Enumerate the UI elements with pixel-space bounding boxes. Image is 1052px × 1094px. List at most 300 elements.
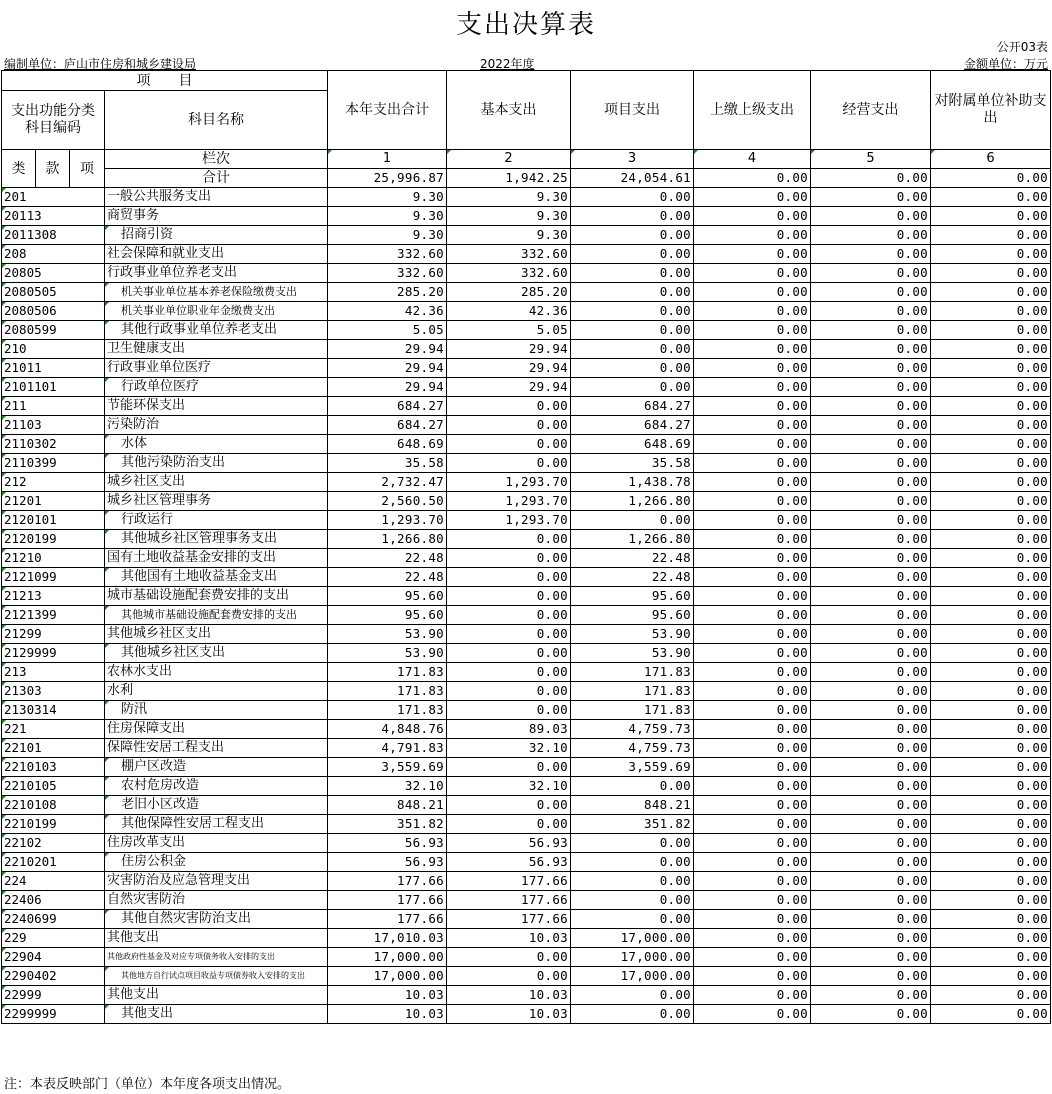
- amount-cell: 0.00: [931, 568, 1051, 587]
- function-code: 2210201: [2, 853, 105, 872]
- function-code: 2080599: [2, 321, 105, 340]
- subject-name: 城乡社区管理事务: [105, 492, 328, 511]
- function-code: 2210108: [2, 796, 105, 815]
- table-row: [2, 834, 1051, 853]
- table-row: [2, 188, 1051, 207]
- amount-cell: 0.00: [931, 454, 1051, 473]
- amount-cell: 332.60: [328, 245, 447, 264]
- amount-cell: 0.00: [811, 340, 931, 359]
- function-code: 2011308: [2, 226, 105, 245]
- amount-cell: 53.90: [571, 644, 694, 663]
- function-code: 210: [2, 340, 105, 359]
- table-row: [2, 568, 1051, 587]
- amount-cell: 848.21: [328, 796, 447, 815]
- amount-cell: 0.00: [811, 929, 931, 948]
- table-row: [2, 777, 1051, 796]
- amount-cell: 0.00: [694, 777, 811, 796]
- total-label: 合计: [105, 169, 328, 188]
- table-row: [2, 739, 1051, 758]
- amount-cell: 0.00: [694, 891, 811, 910]
- amount-cell: 0.00: [931, 682, 1051, 701]
- amount-cell: 53.90: [571, 625, 694, 644]
- amount-cell: 177.66: [447, 910, 571, 929]
- expenditure-table: [1, 70, 1051, 1024]
- amount-cell: 0.00: [571, 340, 694, 359]
- amount-cell: 0.00: [931, 872, 1051, 891]
- table-row: [2, 663, 1051, 682]
- amount-cell: 0.00: [447, 663, 571, 682]
- function-code: 20805: [2, 264, 105, 283]
- amount-cell: 0.00: [694, 625, 811, 644]
- amount-cell: 9.30: [447, 207, 571, 226]
- function-code: 2210105: [2, 777, 105, 796]
- table-row: [2, 264, 1051, 283]
- col-header-total: 本年支出合计: [328, 71, 447, 150]
- amount-cell: 0.00: [931, 511, 1051, 530]
- subject-name: 行政运行: [105, 511, 328, 530]
- amount-cell: 0.00: [931, 625, 1051, 644]
- total-value: 0.00: [931, 169, 1051, 188]
- table-row: [2, 587, 1051, 606]
- subject-name: 行政事业单位养老支出: [105, 264, 328, 283]
- table-row: [2, 891, 1051, 910]
- footnote: 注：本表反映部门（单位）本年度各项支出情况。: [4, 1077, 291, 1092]
- table-row: [2, 720, 1051, 739]
- function-code: 2121399: [2, 606, 105, 625]
- amount-cell: 171.83: [328, 682, 447, 701]
- amount-cell: 0.00: [694, 511, 811, 530]
- amount-cell: 0.00: [811, 834, 931, 853]
- subject-name: 招商引资: [105, 226, 328, 245]
- amount-cell: 2,560.50: [328, 492, 447, 511]
- amount-cell: 95.60: [328, 606, 447, 625]
- amount-cell: 351.82: [328, 815, 447, 834]
- amount-cell: 3,559.69: [571, 758, 694, 777]
- amount-cell: 0.00: [694, 663, 811, 682]
- subject-name: 其他政府性基金及对应专项债务收入安排的支出: [105, 948, 328, 967]
- amount-cell: 0.00: [694, 340, 811, 359]
- col-header-basic: 基本支出: [447, 71, 571, 150]
- amount-cell: 0.00: [694, 815, 811, 834]
- function-code: 2121099: [2, 568, 105, 587]
- amount-cell: 56.93: [447, 853, 571, 872]
- total-value: 24,054.61: [571, 169, 694, 188]
- subject-name: 住房公积金: [105, 853, 328, 872]
- amount-cell: 0.00: [694, 834, 811, 853]
- amount-cell: 10.03: [447, 986, 571, 1005]
- function-code: 21299: [2, 625, 105, 644]
- amount-cell: 0.00: [811, 568, 931, 587]
- amount-cell: 0.00: [447, 682, 571, 701]
- amount-cell: 0.00: [694, 967, 811, 986]
- amount-cell: 0.00: [811, 777, 931, 796]
- subject-name: 其他支出: [105, 1005, 328, 1024]
- function-code: 22999: [2, 986, 105, 1005]
- amount-cell: 0.00: [811, 473, 931, 492]
- function-code: 22102: [2, 834, 105, 853]
- function-code: 229: [2, 929, 105, 948]
- amount-cell: 9.30: [447, 226, 571, 245]
- amount-cell: 95.60: [328, 587, 447, 606]
- amount-cell: 0.00: [931, 739, 1051, 758]
- amount-cell: 0.00: [931, 777, 1051, 796]
- amount-cell: 0.00: [931, 416, 1051, 435]
- subject-name: 国有土地收益基金安排的支出: [105, 549, 328, 568]
- amount-cell: 0.00: [811, 625, 931, 644]
- subject-name: 其他支出: [105, 986, 328, 1005]
- subject-name: 其他保障性安居工程支出: [105, 815, 328, 834]
- function-code: 21011: [2, 359, 105, 378]
- amount-cell: 0.00: [447, 530, 571, 549]
- amount-cell: 0.00: [694, 606, 811, 625]
- amount-cell: 0.00: [571, 872, 694, 891]
- amount-cell: 0.00: [931, 549, 1051, 568]
- table-row: [2, 416, 1051, 435]
- table-row: [2, 644, 1051, 663]
- amount-cell: 0.00: [811, 416, 931, 435]
- kuan-header: 款: [36, 150, 70, 188]
- amount-cell: 0.00: [811, 796, 931, 815]
- amount-cell: 95.60: [571, 606, 694, 625]
- function-code: 2240699: [2, 910, 105, 929]
- amount-cell: 0.00: [571, 245, 694, 264]
- amount-cell: 0.00: [811, 872, 931, 891]
- amount-cell: 0.00: [931, 891, 1051, 910]
- amount-cell: 0.00: [931, 644, 1051, 663]
- amount-cell: 22.48: [571, 549, 694, 568]
- amount-cell: 0.00: [811, 454, 931, 473]
- amount-cell: 0.00: [694, 530, 811, 549]
- amount-cell: 0.00: [571, 891, 694, 910]
- amount-cell: 32.10: [447, 739, 571, 758]
- function-code: 2210199: [2, 815, 105, 834]
- xiang-header: 项: [70, 150, 105, 188]
- amount-cell: 0.00: [694, 796, 811, 815]
- function-code: 2120199: [2, 530, 105, 549]
- amount-cell: 0.00: [931, 264, 1051, 283]
- amount-cell: 0.00: [571, 378, 694, 397]
- amount-cell: 42.36: [447, 302, 571, 321]
- table-row: [2, 606, 1051, 625]
- function-code: 2101101: [2, 378, 105, 397]
- amount-cell: 29.94: [447, 340, 571, 359]
- amount-cell: 0.00: [694, 720, 811, 739]
- total-value: 0.00: [811, 169, 931, 188]
- amount-cell: 0.00: [931, 1005, 1051, 1024]
- function-code: 213: [2, 663, 105, 682]
- amount-cell: 0.00: [694, 188, 811, 207]
- amount-cell: 0.00: [931, 473, 1051, 492]
- amount-cell: 0.00: [931, 853, 1051, 872]
- amount-cell: 4,848.76: [328, 720, 447, 739]
- table-row: [2, 435, 1051, 454]
- col-num-6: 6: [931, 150, 1051, 169]
- table-row: [2, 454, 1051, 473]
- amount-cell: 0.00: [694, 245, 811, 264]
- table-row: [2, 796, 1051, 815]
- amount-cell: 0.00: [931, 340, 1051, 359]
- amount-cell: 10.03: [447, 1005, 571, 1024]
- subject-name: 棚户区改造: [105, 758, 328, 777]
- amount-cell: 0.00: [811, 663, 931, 682]
- subject-name: 农林水支出: [105, 663, 328, 682]
- table-row: [2, 986, 1051, 1005]
- amount-cell: 0.00: [811, 435, 931, 454]
- amount-cell: 0.00: [694, 929, 811, 948]
- amount-cell: 0.00: [694, 302, 811, 321]
- amount-cell: 171.83: [328, 663, 447, 682]
- amount-cell: 0.00: [931, 226, 1051, 245]
- amount-cell: 0.00: [694, 359, 811, 378]
- amount-cell: 0.00: [694, 264, 811, 283]
- amount-cell: 848.21: [571, 796, 694, 815]
- amount-cell: 0.00: [571, 834, 694, 853]
- col-header-subsidy: 对附属单位补助支出: [931, 71, 1051, 150]
- amount-cell: 0.00: [811, 530, 931, 549]
- amount-cell: 177.66: [447, 891, 571, 910]
- amount-cell: 0.00: [447, 549, 571, 568]
- table-row: [2, 397, 1051, 416]
- amount-cell: 0.00: [931, 530, 1051, 549]
- subject-name: 住房保障支出: [105, 720, 328, 739]
- amount-cell: 4,791.83: [328, 739, 447, 758]
- amount-cell: 0.00: [694, 568, 811, 587]
- amount-cell: 177.66: [328, 872, 447, 891]
- function-code: 2299999: [2, 1005, 105, 1024]
- amount-cell: 171.83: [571, 701, 694, 720]
- subject-name: 污染防治: [105, 416, 328, 435]
- function-code: 22406: [2, 891, 105, 910]
- amount-cell: 648.69: [328, 435, 447, 454]
- function-code: 21210: [2, 549, 105, 568]
- amount-cell: 0.00: [571, 359, 694, 378]
- amount-cell: 4,759.73: [571, 739, 694, 758]
- amount-unit: 金额单位：万元: [963, 57, 1048, 71]
- table-row: [2, 682, 1051, 701]
- amount-cell: 0.00: [931, 606, 1051, 625]
- table-row: [2, 701, 1051, 720]
- amount-cell: 0.00: [811, 511, 931, 530]
- amount-cell: 0.00: [447, 644, 571, 663]
- amount-cell: 10.03: [328, 1005, 447, 1024]
- amount-cell: 0.00: [931, 188, 1051, 207]
- subject-name: 机关事业单位基本养老保险缴费支出: [105, 283, 328, 302]
- amount-cell: 22.48: [328, 549, 447, 568]
- amount-cell: 5.05: [328, 321, 447, 340]
- amount-cell: 29.94: [447, 359, 571, 378]
- amount-cell: 2,732.47: [328, 473, 447, 492]
- amount-cell: 0.00: [694, 492, 811, 511]
- amount-cell: 0.00: [931, 720, 1051, 739]
- amount-cell: 0.00: [571, 283, 694, 302]
- amount-cell: 0.00: [931, 910, 1051, 929]
- col-num-3: 3: [571, 150, 694, 169]
- total-value: 25,996.87: [328, 169, 447, 188]
- fiscal-year: 2022年度: [480, 57, 535, 71]
- amount-cell: 0.00: [694, 948, 811, 967]
- subject-name: 其他行政事业单位养老支出: [105, 321, 328, 340]
- table-row: [2, 473, 1051, 492]
- amount-cell: 53.90: [328, 625, 447, 644]
- amount-cell: 177.66: [328, 910, 447, 929]
- amount-cell: 332.60: [447, 264, 571, 283]
- amount-cell: 0.00: [931, 302, 1051, 321]
- function-code: 21303: [2, 682, 105, 701]
- amount-cell: 35.58: [328, 454, 447, 473]
- function-code: 211: [2, 397, 105, 416]
- subject-name: 灾害防治及应急管理支出: [105, 872, 328, 891]
- subject-name: 其他城乡社区管理事务支出: [105, 530, 328, 549]
- function-code: 208: [2, 245, 105, 264]
- total-value: 1,942.25: [447, 169, 571, 188]
- amount-cell: 0.00: [811, 1005, 931, 1024]
- amount-cell: 17,000.00: [571, 929, 694, 948]
- amount-cell: 0.00: [811, 226, 931, 245]
- amount-cell: 0.00: [447, 606, 571, 625]
- amount-cell: 95.60: [571, 587, 694, 606]
- amount-cell: 0.00: [694, 739, 811, 758]
- amount-cell: 17,010.03: [328, 929, 447, 948]
- amount-cell: 0.00: [694, 587, 811, 606]
- table-row: [2, 226, 1051, 245]
- amount-cell: 171.83: [328, 701, 447, 720]
- table-row: [2, 340, 1051, 359]
- form-number: 公开03表: [996, 40, 1048, 54]
- amount-cell: 1,266.80: [328, 530, 447, 549]
- amount-cell: 0.00: [931, 283, 1051, 302]
- amount-cell: 0.00: [694, 1005, 811, 1024]
- amount-cell: 56.93: [328, 834, 447, 853]
- amount-cell: 53.90: [328, 644, 447, 663]
- amount-cell: 17,000.00: [571, 948, 694, 967]
- function-code: 221: [2, 720, 105, 739]
- subject-name: 农村危房改造: [105, 777, 328, 796]
- amount-cell: 0.00: [811, 245, 931, 264]
- amount-cell: 0.00: [931, 834, 1051, 853]
- amount-cell: 29.94: [328, 378, 447, 397]
- amount-cell: 29.94: [328, 340, 447, 359]
- amount-cell: 0.00: [694, 758, 811, 777]
- amount-cell: 285.20: [447, 283, 571, 302]
- subject-name: 节能环保支出: [105, 397, 328, 416]
- amount-cell: 0.00: [694, 416, 811, 435]
- subject-name: 机关事业单位职业年金缴费支出: [105, 302, 328, 321]
- function-code: 21103: [2, 416, 105, 435]
- amount-cell: 1,293.70: [447, 473, 571, 492]
- amount-cell: 0.00: [571, 1005, 694, 1024]
- table-row: [2, 872, 1051, 891]
- amount-cell: 171.83: [571, 682, 694, 701]
- amount-cell: 0.00: [811, 891, 931, 910]
- amount-cell: 0.00: [811, 682, 931, 701]
- amount-cell: 684.27: [328, 416, 447, 435]
- amount-cell: 0.00: [694, 321, 811, 340]
- amount-cell: 0.00: [811, 321, 931, 340]
- amount-cell: 0.00: [931, 663, 1051, 682]
- amount-cell: 0.00: [931, 948, 1051, 967]
- amount-cell: 29.94: [328, 359, 447, 378]
- subject-name: 城乡社区支出: [105, 473, 328, 492]
- amount-cell: 0.00: [811, 606, 931, 625]
- amount-cell: 0.00: [811, 207, 931, 226]
- amount-cell: 0.00: [931, 359, 1051, 378]
- table-row: [2, 815, 1051, 834]
- table-row: [2, 910, 1051, 929]
- amount-cell: 0.00: [811, 967, 931, 986]
- amount-cell: 0.00: [447, 967, 571, 986]
- amount-cell: 0.00: [811, 986, 931, 1005]
- amount-cell: 0.00: [811, 359, 931, 378]
- subject-name: 其他城市基础设施配套费安排的支出: [105, 606, 328, 625]
- amount-cell: 0.00: [931, 397, 1051, 416]
- amount-cell: 0.00: [811, 910, 931, 929]
- amount-cell: 0.00: [931, 929, 1051, 948]
- amount-cell: 35.58: [571, 454, 694, 473]
- amount-cell: 0.00: [811, 397, 931, 416]
- amount-cell: 177.66: [447, 872, 571, 891]
- amount-cell: 9.30: [328, 226, 447, 245]
- amount-cell: 0.00: [571, 986, 694, 1005]
- table-row: [2, 853, 1051, 872]
- amount-cell: 0.00: [447, 815, 571, 834]
- amount-cell: 0.00: [447, 454, 571, 473]
- amount-cell: 0.00: [694, 910, 811, 929]
- page-title: 支出决算表: [455, 10, 596, 40]
- amount-cell: 171.83: [571, 663, 694, 682]
- amount-cell: 0.00: [931, 492, 1051, 511]
- amount-cell: 0.00: [694, 549, 811, 568]
- function-code: 2120101: [2, 511, 105, 530]
- amount-cell: 5.05: [447, 321, 571, 340]
- table-row: [2, 929, 1051, 948]
- amount-cell: 0.00: [811, 739, 931, 758]
- subject-name: 老旧小区改造: [105, 796, 328, 815]
- col-num-5: 5: [811, 150, 931, 169]
- table-row: [2, 511, 1051, 530]
- amount-cell: 0.00: [694, 986, 811, 1005]
- amount-cell: 332.60: [328, 264, 447, 283]
- amount-cell: 0.00: [811, 549, 931, 568]
- amount-cell: 0.00: [931, 967, 1051, 986]
- amount-cell: 285.20: [328, 283, 447, 302]
- subject-name: 商贸事务: [105, 207, 328, 226]
- amount-cell: 0.00: [931, 435, 1051, 454]
- subject-name: 城市基础设施配套费安排的支出: [105, 587, 328, 606]
- function-code: 2110399: [2, 454, 105, 473]
- function-code: 20113: [2, 207, 105, 226]
- subject-name: 其他支出: [105, 929, 328, 948]
- function-code: 22101: [2, 739, 105, 758]
- amount-cell: 0.00: [931, 758, 1051, 777]
- amount-cell: 3,559.69: [328, 758, 447, 777]
- compiling-unit: 编制单位：庐山市住房和城乡建设局: [4, 57, 197, 71]
- subject-name: 水利: [105, 682, 328, 701]
- subject-name: 卫生健康支出: [105, 340, 328, 359]
- lei-header: 类: [2, 150, 36, 188]
- col-header-remit: 上缴上级支出: [694, 71, 811, 150]
- amount-cell: 89.03: [447, 720, 571, 739]
- subject-name: 防汛: [105, 701, 328, 720]
- subject-name: 其他城乡社区支出: [105, 625, 328, 644]
- subject-name: 行政事业单位医疗: [105, 359, 328, 378]
- amount-cell: 0.00: [931, 378, 1051, 397]
- function-code: 2110302: [2, 435, 105, 454]
- amount-cell: 0.00: [694, 853, 811, 872]
- name-header: 科目名称: [105, 91, 328, 150]
- amount-cell: 0.00: [931, 207, 1051, 226]
- amount-cell: 0.00: [811, 302, 931, 321]
- amount-cell: 0.00: [694, 226, 811, 245]
